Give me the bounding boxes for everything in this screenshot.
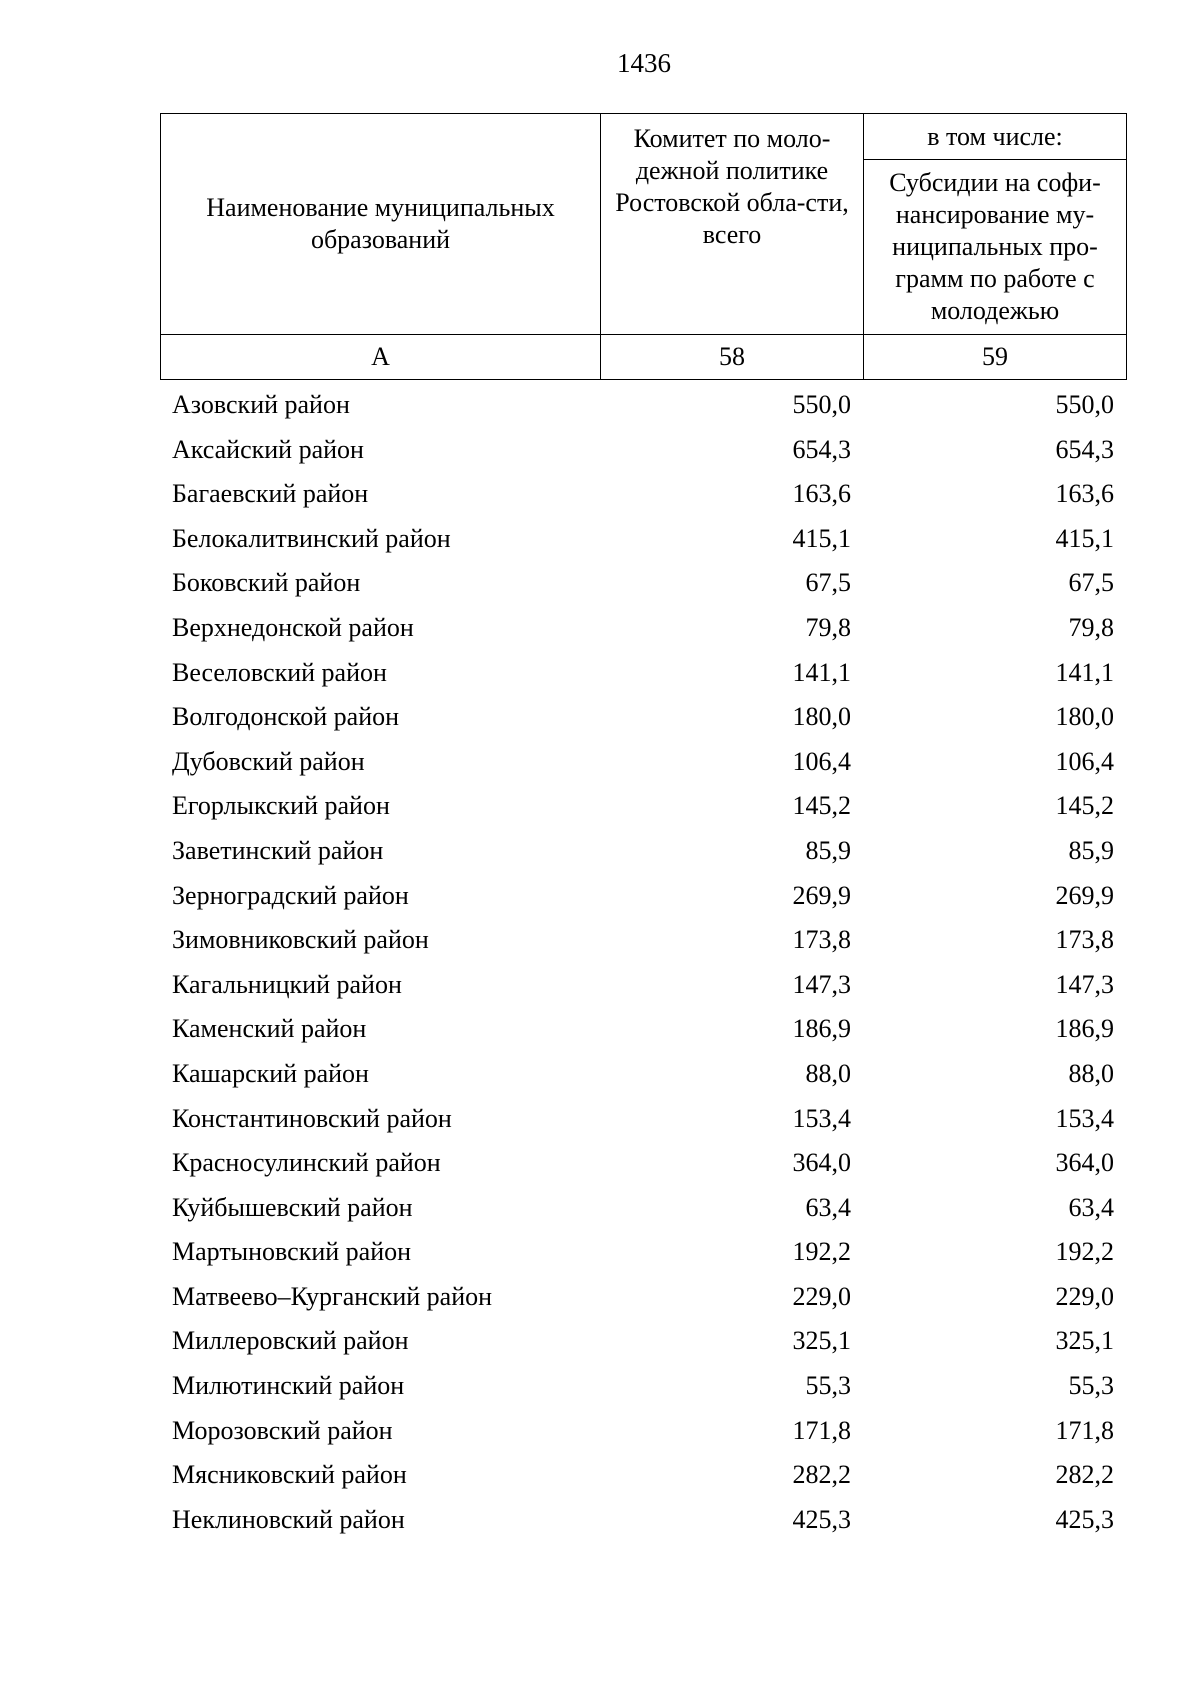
table-row — [160, 784, 1126, 829]
committee-total-value: 55,3 — [805, 1371, 851, 1401]
municipality-name: Азовский район — [172, 390, 350, 419]
subsidy-value: 415,1 — [1055, 523, 1114, 553]
municipality-name: Морозовский район — [172, 1415, 393, 1445]
subsidy-value: 88,0 — [1068, 1058, 1114, 1088]
committee-total-value: 106,4 — [792, 746, 851, 776]
column-header-including: в том числе: — [864, 114, 1127, 160]
committee-total-value: 63,4 — [805, 1192, 851, 1222]
municipality-name: Аксайский район — [172, 434, 364, 464]
table-row — [160, 1409, 1126, 1454]
municipality-name: Мартыновский район — [172, 1237, 412, 1267]
table-row — [160, 606, 1126, 651]
subsidy-value: 153,4 — [1055, 1103, 1114, 1133]
committee-total-value: 163,6 — [792, 479, 851, 509]
committee-total-value: 186,9 — [792, 1014, 851, 1044]
column-index-58: 58 — [601, 335, 864, 380]
subsidy-value: 106,4 — [1055, 746, 1114, 776]
subsidy-value: 325,1 — [1055, 1326, 1114, 1356]
table-row — [160, 1230, 1126, 1275]
municipality-name: Егорлыкский район — [172, 791, 390, 821]
table-row — [160, 1052, 1126, 1097]
committee-total-value: 147,3 — [792, 969, 851, 999]
subsidy-value: 63,4 — [1068, 1192, 1114, 1222]
column-header-subsidy: Субсидии на софи-нансирование му-ниципальных про-грамм по работе с молодежью — [864, 160, 1127, 335]
table-row — [160, 874, 1126, 919]
committee-total-value: 180,0 — [792, 702, 851, 732]
table-row — [160, 472, 1126, 517]
subsidy-value: 171,8 — [1055, 1415, 1114, 1445]
table-row — [160, 1186, 1126, 1231]
committee-total-value: 173,8 — [792, 925, 851, 955]
table-row — [160, 1498, 1126, 1543]
column-index-a: А — [161, 335, 601, 380]
table-row — [160, 651, 1126, 696]
committee-total-value: 85,9 — [805, 835, 851, 865]
municipality-name: Кагальницкий район — [172, 969, 402, 999]
table-row — [160, 963, 1126, 1008]
municipality-name: Матвеево–Курганский район — [172, 1281, 493, 1311]
municipality-name: Белокалитвинский район — [172, 523, 451, 553]
committee-total-value: 141,1 — [792, 657, 851, 687]
committee-total-value: 67,5 — [805, 568, 851, 598]
municipality-name: Куйбышевский район — [172, 1192, 413, 1222]
table-row — [160, 1319, 1126, 1364]
table-row — [160, 1453, 1126, 1498]
subsidy-value: 550,0 — [1055, 390, 1114, 419]
table-row — [160, 517, 1126, 562]
table-row — [160, 740, 1126, 785]
municipality-name: Неклиновский район — [172, 1504, 405, 1534]
municipality-name: Кашарский район — [172, 1058, 369, 1088]
subsidy-value: 229,0 — [1055, 1281, 1114, 1311]
committee-total-value: 88,0 — [805, 1058, 851, 1088]
table-row — [160, 1364, 1126, 1409]
municipality-name: Волгодонской район — [172, 702, 400, 732]
municipality-name: Заветинский район — [172, 835, 384, 865]
subsidy-value: 79,8 — [1068, 612, 1114, 642]
municipality-name: Константиновский район — [172, 1103, 452, 1133]
table-body — [160, 383, 1126, 1542]
subsidy-value: 180,0 — [1055, 702, 1114, 732]
municipality-name: Боковский район — [172, 568, 361, 598]
subsidy-value: 192,2 — [1055, 1237, 1114, 1267]
column-index-59: 59 — [864, 335, 1127, 380]
page-number: 1436 — [617, 48, 671, 78]
subsidy-value: 67,5 — [1068, 568, 1114, 598]
committee-total-value: 192,2 — [792, 1237, 851, 1267]
committee-total-value: 229,0 — [792, 1281, 851, 1311]
subsidy-value: 173,8 — [1055, 925, 1114, 955]
table-row — [160, 561, 1126, 606]
municipality-name: Милютинский район — [172, 1371, 405, 1401]
table-row — [160, 383, 1126, 428]
table-row — [160, 918, 1126, 963]
committee-total-value: 415,1 — [792, 523, 851, 553]
subsidy-value: 163,6 — [1055, 479, 1114, 509]
subsidy-value: 55,3 — [1068, 1371, 1114, 1401]
committee-total-value: 269,9 — [792, 880, 851, 910]
municipality-name: Веселовский район — [172, 657, 387, 687]
committee-total-value: 171,8 — [792, 1415, 851, 1445]
subsidy-value: 147,3 — [1055, 969, 1114, 999]
table-row — [160, 1275, 1126, 1320]
municipality-name: Миллеровский район — [172, 1326, 409, 1356]
municipality-name: Зерноградский район — [172, 880, 409, 910]
committee-total-value: 79,8 — [805, 612, 851, 642]
municipality-name: Каменский район — [172, 1014, 367, 1044]
table-row — [160, 1007, 1126, 1052]
table-header — [160, 113, 1127, 380]
table-row — [160, 695, 1126, 740]
table-row — [160, 1097, 1126, 1142]
column-header-committee: Комитет по моло-дежной политике Ростовской обла-сти, всего — [601, 114, 864, 335]
committee-total-value: 654,3 — [792, 434, 851, 464]
committee-total-value: 364,0 — [792, 1148, 851, 1178]
column-header-municipality: Наименование муниципальных образований — [161, 114, 601, 335]
municipality-name: Дубовский район — [172, 746, 365, 776]
municipality-name: Багаевский район — [172, 479, 369, 509]
table-row — [160, 829, 1126, 874]
committee-total-value: 325,1 — [792, 1326, 851, 1356]
subsidy-value: 425,3 — [1055, 1504, 1114, 1534]
subsidy-value: 654,3 — [1055, 434, 1114, 464]
subsidy-value: 282,2 — [1055, 1460, 1114, 1490]
committee-total-value: 425,3 — [792, 1504, 851, 1534]
subsidy-value: 85,9 — [1068, 835, 1114, 865]
subsidy-value: 186,9 — [1055, 1014, 1114, 1044]
subsidy-value: 269,9 — [1055, 880, 1114, 910]
committee-total-value: 153,4 — [792, 1103, 851, 1133]
committee-total-value: 145,2 — [792, 791, 851, 821]
committee-total-value: 550,0 — [792, 390, 851, 419]
municipality-name: Зимовниковский район — [172, 925, 429, 955]
table-row — [160, 1141, 1126, 1186]
subsidy-value: 364,0 — [1055, 1148, 1114, 1178]
committee-total-value: 282,2 — [792, 1460, 851, 1490]
municipality-name: Верхнедонской район — [172, 612, 414, 642]
subsidy-value: 145,2 — [1055, 791, 1114, 821]
municipality-name: Мясниковский район — [172, 1460, 407, 1490]
table-row — [160, 428, 1126, 473]
municipality-name: Красносулинский район — [172, 1148, 441, 1178]
subsidy-value: 141,1 — [1055, 657, 1114, 687]
